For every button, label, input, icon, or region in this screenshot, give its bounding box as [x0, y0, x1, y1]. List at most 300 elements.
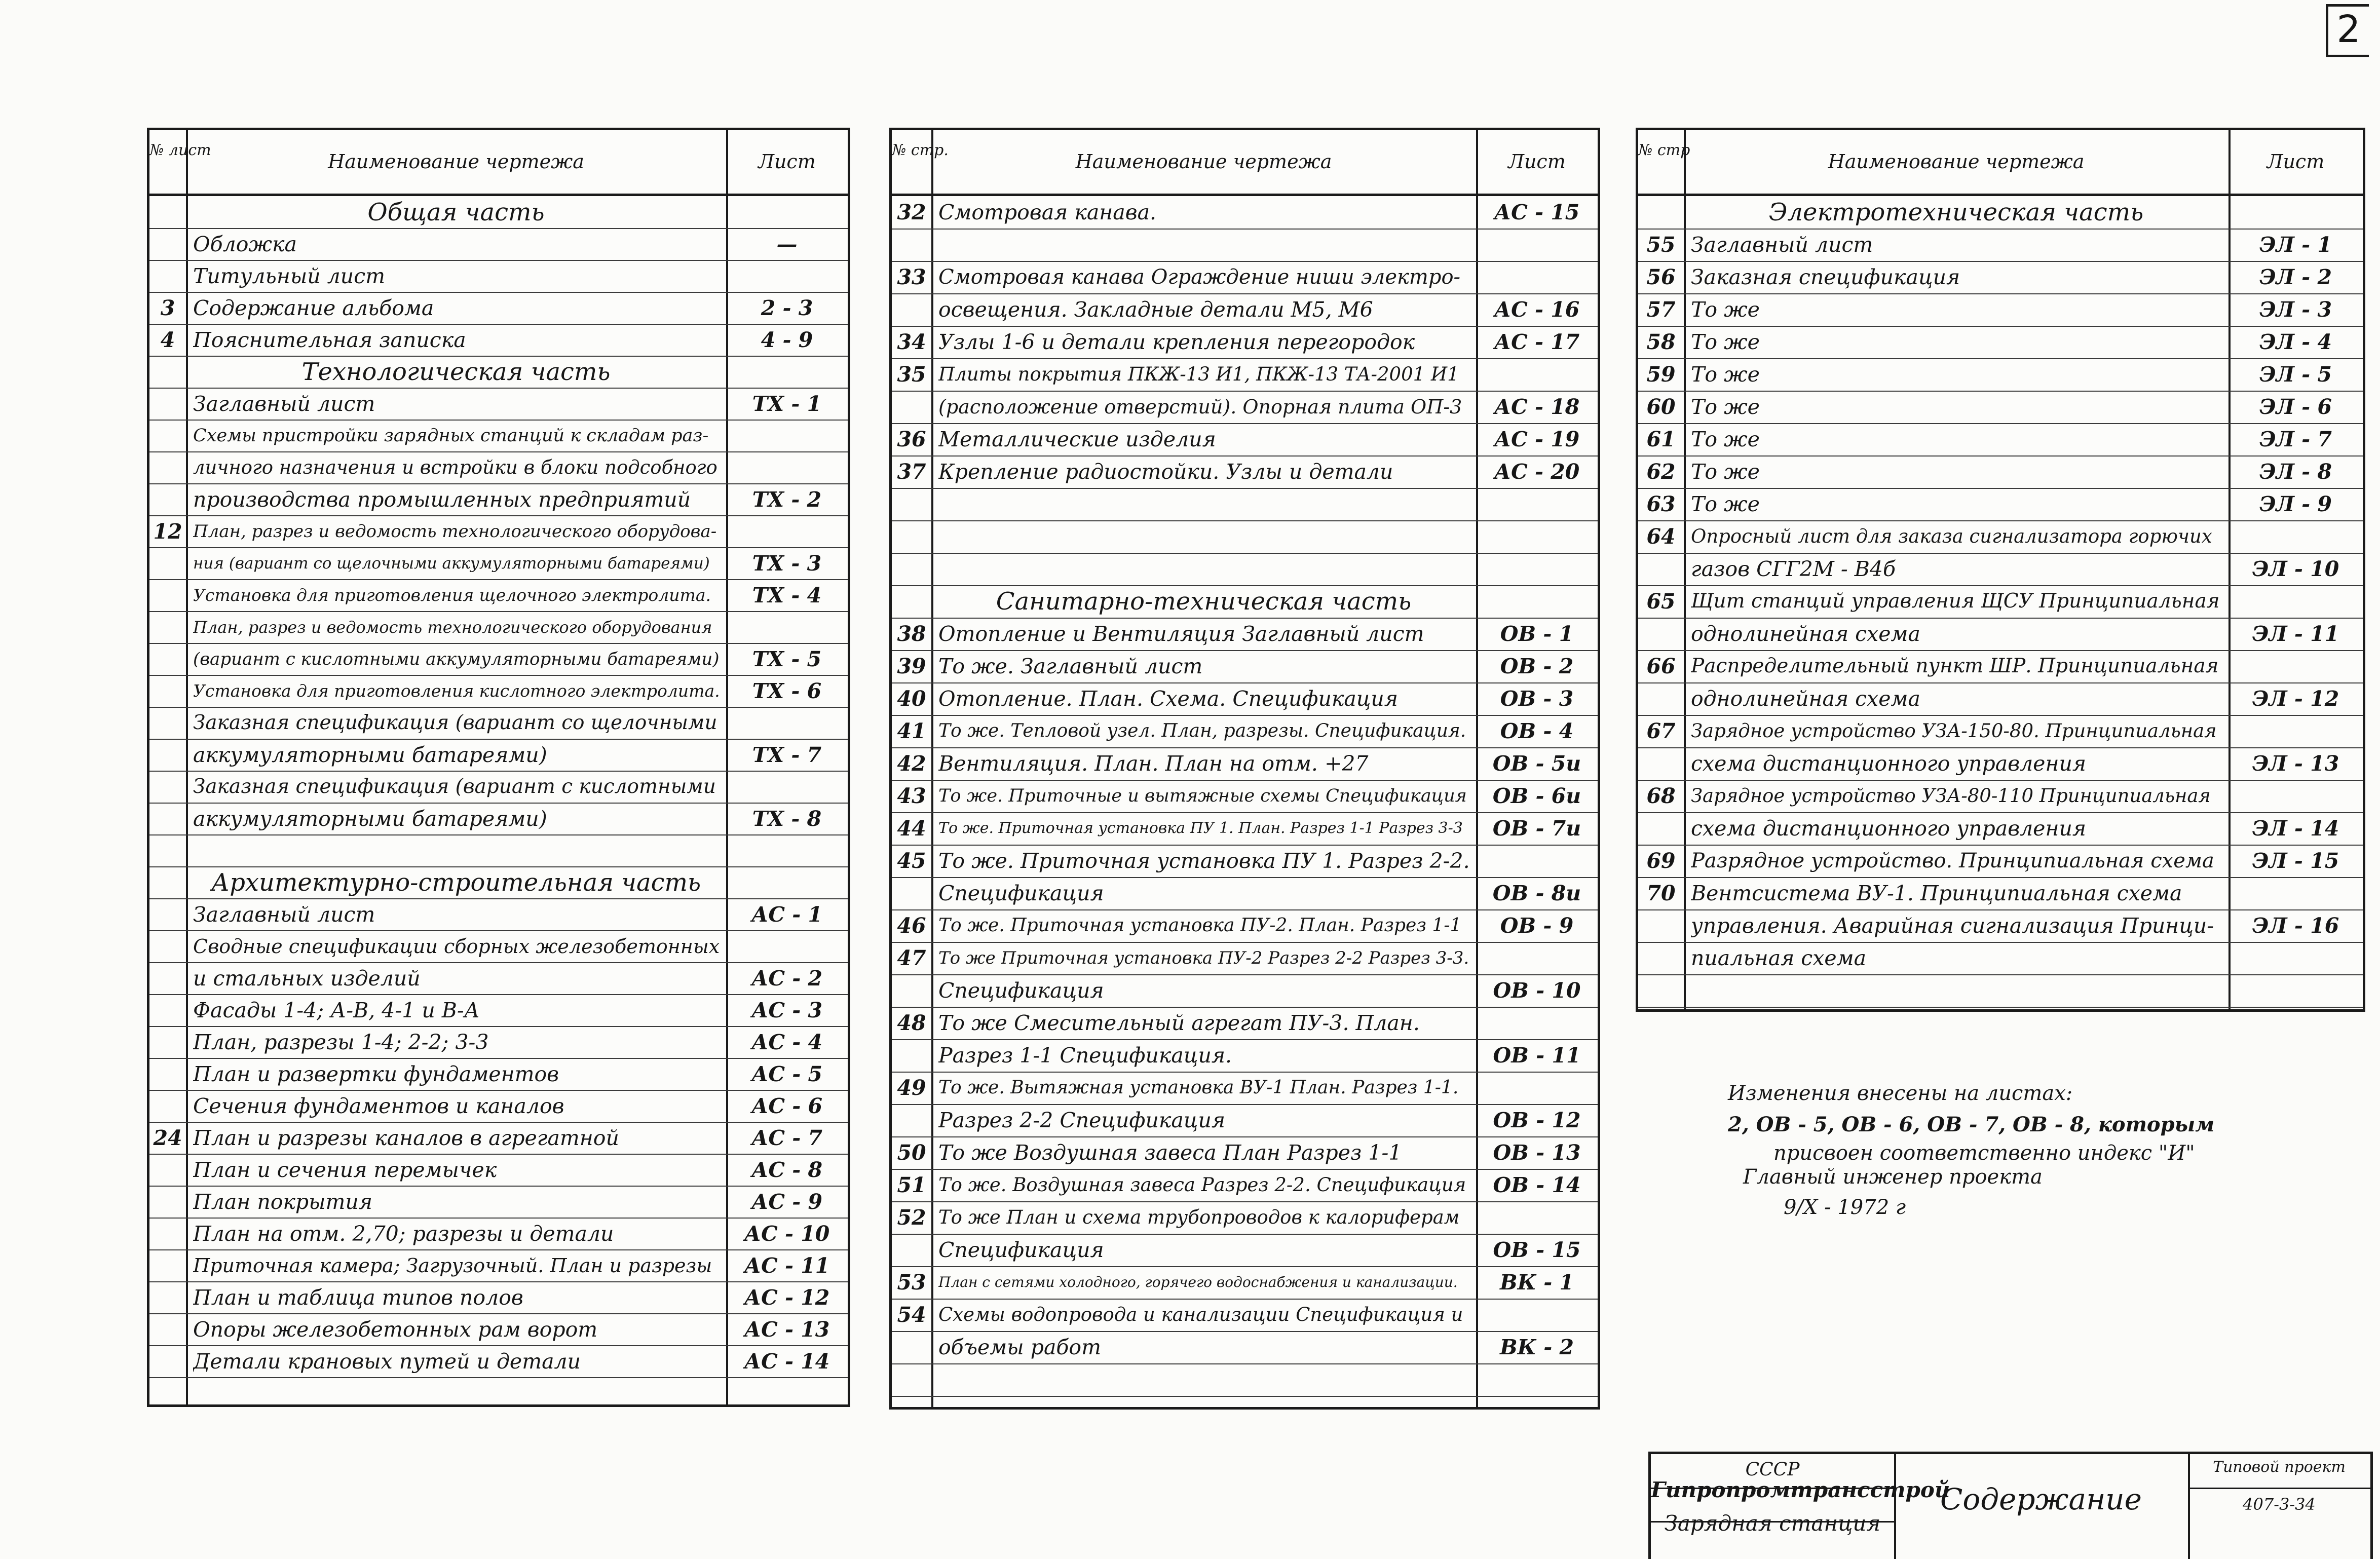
- table-row: [892, 261, 1598, 294]
- table-row: [149, 1281, 848, 1314]
- header-number: № стр.: [892, 141, 949, 159]
- table-row: [892, 682, 1598, 716]
- sheet-code: ОВ - 2: [1500, 654, 1574, 678]
- drawing-name: освещения. Закладные детали М5, М6: [938, 297, 1373, 322]
- table-row: [149, 739, 848, 772]
- sheet-code: АС - 5: [751, 1062, 823, 1086]
- sheet-code: ОВ - 11: [1493, 1043, 1581, 1068]
- table-row: [892, 1136, 1598, 1170]
- sheet-code: ОВ - 4: [1500, 719, 1574, 743]
- row-number: 38: [897, 622, 926, 646]
- table-row: [149, 324, 848, 357]
- table-row: [892, 747, 1598, 781]
- drawing-name: План, разрез и ведомость технологического оборудова-: [193, 521, 717, 542]
- row-number: 50: [897, 1140, 926, 1165]
- row-number: 66: [1646, 654, 1676, 678]
- table-row: [149, 292, 848, 325]
- sheet-code: ЭЛ - 9: [2259, 492, 2332, 516]
- table-row: [1638, 293, 2363, 327]
- table-row: [149, 834, 848, 867]
- table-row: [892, 1299, 1598, 1332]
- table-row: [892, 974, 1598, 1008]
- drawing-name: Установка для приготовления кислотного электролита.: [193, 681, 720, 701]
- drawing-name: и стальных изделий: [193, 966, 421, 991]
- sheet-code: ОВ - 8и: [1492, 881, 1581, 905]
- sheet-code: АС - 11: [744, 1253, 830, 1278]
- drawing-name: Заглавный лист: [193, 902, 375, 927]
- sheet-code: АС - 3: [751, 998, 823, 1022]
- drawing-name: То же. Приточные и вытяжные схемы Спецификация: [938, 786, 1467, 806]
- drawing-name: То же: [1691, 427, 1760, 451]
- sheet-code: ТХ - 1: [752, 392, 822, 416]
- sheet-code: —: [776, 232, 798, 256]
- sheet-code: ОВ - 14: [1493, 1173, 1581, 1197]
- drawing-name: То же. Приточная установка ПУ-2. План. Разрез 1-1: [938, 915, 1462, 936]
- sheet-code: ЭЛ - 5: [2259, 362, 2332, 387]
- table-row: [892, 423, 1598, 457]
- table-row: [149, 1122, 848, 1155]
- table-row: [1638, 423, 2363, 457]
- sheet-code: ОВ - 10: [1493, 978, 1581, 1003]
- drawing-name: Узлы 1-6 и детали крепления перегородок: [938, 330, 1415, 354]
- table-row: [892, 229, 1598, 262]
- sheet-code: ЭЛ - 12: [2252, 687, 2339, 711]
- table-row: [149, 1249, 848, 1282]
- row-number: 57: [1646, 297, 1676, 322]
- row-number: 32: [897, 200, 926, 224]
- row-number: 52: [897, 1205, 926, 1230]
- table-row: [149, 515, 848, 548]
- table-row: [892, 780, 1598, 813]
- table-row: [1638, 553, 2363, 586]
- notes-line-3: присвоен соответственно индекс "И": [1773, 1142, 2195, 1165]
- row-number: 68: [1646, 784, 1676, 808]
- sheet-code: ВК - 1: [1499, 1270, 1574, 1295]
- sheet-code: АС - 2: [751, 966, 823, 991]
- drawing-name: Сводные спецификации сборных железобетонных: [193, 935, 720, 958]
- drawing-name: Приточная камера; Загрузочный. План и разрезы: [193, 1254, 712, 1277]
- drawing-name: Опоры железобетонных рам ворот: [193, 1317, 598, 1342]
- row-number: 59: [1646, 362, 1676, 387]
- table-row: [1638, 845, 2363, 878]
- table-row: [149, 962, 848, 995]
- row-number: 64: [1646, 524, 1676, 549]
- notes-line-1: Изменения внесены на листах:: [1728, 1082, 2073, 1105]
- section-title: Электротехническая часть: [1768, 199, 2144, 225]
- table-row: [1638, 326, 2363, 359]
- sheet-code: АС - 10: [744, 1222, 830, 1246]
- sheet-code: ЭЛ - 7: [2259, 427, 2332, 451]
- title-block: [1648, 1452, 2373, 1559]
- table-row: [149, 483, 848, 516]
- sheet-code: ВК - 2: [1499, 1335, 1574, 1359]
- drawing-name: Вентсистема ВУ-1. Принципиальная схема: [1691, 881, 2182, 905]
- sheet-code: ЭЛ - 2: [2259, 265, 2332, 289]
- section-heading-row: [149, 356, 848, 389]
- drawing-name: Установка для приготовления щелочного электролита.: [193, 585, 711, 605]
- contents-table-1: [147, 128, 850, 1407]
- table-row: [149, 420, 848, 452]
- drawing-name: Опросный лист для заказа сигнализатора горючих: [1691, 525, 2212, 547]
- header-number: № лист: [149, 141, 211, 159]
- drawing-name: объемы работ: [938, 1335, 1101, 1359]
- table-row: [892, 618, 1598, 651]
- drawing-name: Крепление радиостойки. Узлы и детали: [938, 460, 1393, 484]
- drawing-name: Разрядное устройство. Принципиальная схема: [1691, 849, 2214, 872]
- row-number: 24: [153, 1126, 182, 1150]
- table-row: [892, 845, 1598, 878]
- table-row: [149, 675, 848, 708]
- drawing-name: То же. Заглавный лист: [938, 654, 1203, 678]
- drawing-name: То же: [1691, 330, 1760, 354]
- sheet-code: ТХ - 2: [752, 487, 822, 512]
- drawing-name: То же: [1691, 362, 1760, 387]
- table-row: [1638, 488, 2363, 521]
- notes-date: 9/X - 1972 г: [1784, 1196, 1906, 1219]
- table-row: [1638, 682, 2363, 716]
- table-row: [149, 898, 848, 931]
- drawing-name: То же: [1691, 297, 1760, 322]
- drawing-name: То же План и схема трубопроводов к калориферам: [938, 1206, 1460, 1228]
- sheet-code: АС - 19: [1494, 427, 1580, 451]
- table-row: [149, 707, 848, 740]
- drawing-name: Вентиляция. План. План на отм. +27: [938, 751, 1369, 776]
- sheet-code: ОВ - 6и: [1492, 784, 1581, 808]
- table-row: [892, 1266, 1598, 1300]
- drawing-name: Зарядное устройство УЗА-150-80. Принципиальная: [1691, 720, 2217, 742]
- drawing-name: Спецификация: [938, 881, 1104, 905]
- row-number: 4: [160, 328, 175, 352]
- table-row: [892, 909, 1598, 943]
- sheet-code: ЭЛ - 10: [2252, 557, 2339, 581]
- sheet-code: ТХ - 3: [752, 551, 822, 576]
- table-row: [1638, 618, 2363, 651]
- row-number: 41: [897, 719, 926, 743]
- row-number: 67: [1646, 719, 1676, 743]
- sheet-code: АС - 16: [1494, 297, 1580, 322]
- sheet-code: АС - 7: [751, 1126, 823, 1150]
- drawing-name: То же. Приточная установка ПУ 1. План. Разрез 1-1 Разрез 3-3: [938, 819, 1463, 837]
- table-row: [149, 771, 848, 804]
- table-row: [892, 326, 1598, 359]
- sheet-code: ЭЛ - 14: [2252, 816, 2339, 841]
- row-number: 46: [897, 914, 926, 938]
- table-row: [892, 293, 1598, 327]
- row-number: 39: [897, 654, 926, 678]
- table-row: [892, 715, 1598, 748]
- drawing-name: То же Смесительный агрегат ПУ-3. План.: [938, 1011, 1420, 1035]
- stamp-org-1: СССР: [1745, 1459, 1800, 1480]
- drawing-name: Заказная спецификация (вариант с кислотными: [193, 775, 716, 798]
- notes-line-4: Главный инженер проекта: [1743, 1165, 2043, 1189]
- drawing-name: Спецификация: [938, 978, 1104, 1003]
- table-row: [149, 547, 848, 580]
- section-title: Санитарно-техническая часть: [996, 588, 1412, 615]
- table-row: [149, 611, 848, 644]
- row-number: 33: [897, 265, 926, 289]
- stamp-project: Типовой проект: [2213, 1458, 2346, 1476]
- row-number: 62: [1646, 460, 1676, 484]
- table-row: [149, 803, 848, 835]
- row-number: 12: [153, 519, 182, 544]
- row-number: 53: [897, 1270, 926, 1295]
- row-number: 48: [897, 1011, 926, 1035]
- row-number: 61: [1646, 427, 1676, 451]
- drawing-name: То же. Тепловой узел. План, разрезы. Спецификация.: [938, 720, 1466, 741]
- sheet-code: АС - 15: [1494, 200, 1580, 224]
- header-sheet: Лист: [2266, 150, 2325, 173]
- drawing-name: План и разрезы каналов в агрегатной: [193, 1126, 619, 1150]
- drawing-name: То же Воздушная завеса План Разрез 1-1: [938, 1140, 1402, 1165]
- table-header: [149, 130, 848, 196]
- section-heading-row: [892, 585, 1598, 619]
- drawing-name: Схемы пристройки зарядных станций к складам раз-: [193, 426, 709, 446]
- row-number: 70: [1646, 881, 1676, 905]
- stamp-code: 407-3-34: [2243, 1495, 2316, 1514]
- table-row: [1638, 358, 2363, 392]
- sheet-code: ОВ - 3: [1500, 687, 1574, 711]
- row-number: 36: [897, 427, 926, 451]
- drawing-name: Спецификация: [938, 1238, 1104, 1262]
- table-row: [149, 1313, 848, 1346]
- section-title: Общая часть: [367, 199, 545, 225]
- sheet-code: ОВ - 1: [1500, 622, 1574, 646]
- sheet-code: ЭЛ - 11: [2252, 622, 2339, 646]
- table-row: [892, 650, 1598, 683]
- sheet-code: ОВ - 15: [1493, 1238, 1581, 1262]
- table-row: [1638, 391, 2363, 424]
- sheet-code: АС - 1: [751, 902, 823, 927]
- table-row: [1638, 812, 2363, 846]
- table-row: [149, 579, 848, 612]
- sheet-code: АС - 18: [1494, 395, 1580, 419]
- row-number: 47: [897, 946, 926, 970]
- row-number: 63: [1646, 492, 1676, 516]
- table-row: [149, 1345, 848, 1378]
- row-number: 69: [1646, 849, 1676, 873]
- drawing-name: План и таблица типов полов: [193, 1285, 523, 1310]
- sheet-code: ОВ - 12: [1493, 1108, 1581, 1132]
- page-number: 2: [2326, 4, 2369, 57]
- table-row: [892, 1234, 1598, 1267]
- table-row: [892, 1363, 1598, 1397]
- drawing-name: однолинейная схема: [1691, 622, 1920, 646]
- table-row: [892, 877, 1598, 910]
- table-row: [892, 455, 1598, 489]
- row-number: 3: [160, 296, 175, 320]
- table-row: [892, 942, 1598, 975]
- drawing-name: Заглавный лист: [193, 392, 375, 416]
- drawing-name: Разрез 2-2 Спецификация: [938, 1108, 1225, 1132]
- section-title: Технологическая часть: [301, 359, 611, 385]
- table-header: [1638, 130, 2363, 196]
- drawing-name: Смотровая канава.: [938, 200, 1157, 224]
- table-row: [149, 643, 848, 676]
- table-row: [149, 451, 848, 484]
- sheet-code: АС - 8: [751, 1158, 823, 1182]
- table-row: [892, 1201, 1598, 1235]
- section-heading-row: [1638, 196, 2363, 230]
- sheet-code: АС - 6: [751, 1094, 823, 1118]
- drawing-name: Щит станций управления ЩСУ Принципиальная: [1691, 590, 2220, 613]
- sheet-code: ТХ - 5: [752, 647, 822, 671]
- table-row: [149, 260, 848, 293]
- sheet-code: ОВ - 9: [1500, 914, 1574, 938]
- table-row: [1638, 909, 2363, 943]
- row-number: 51: [897, 1173, 926, 1197]
- row-number: 49: [897, 1076, 926, 1100]
- sheet-code: ТХ - 7: [752, 743, 822, 767]
- table-row: [892, 812, 1598, 846]
- drawing-name: газов СГГ2М - В4б: [1691, 557, 1896, 581]
- sheet-code: АС - 12: [744, 1285, 830, 1310]
- table-row: [149, 994, 848, 1027]
- drawing-name: То же: [1691, 395, 1760, 419]
- table-row: [892, 1072, 1598, 1105]
- header-name: Наименование чертежа: [328, 150, 584, 173]
- drawing-name: управления. Аварийная сигнализация Принци-: [1691, 914, 2214, 938]
- table-row: [1638, 229, 2363, 262]
- row-number: 35: [897, 362, 926, 387]
- sheet-code: ОВ - 7и: [1492, 816, 1581, 841]
- sheet-code: ЭЛ - 15: [2252, 849, 2339, 873]
- sheet-code: ОВ - 5и: [1492, 751, 1581, 776]
- row-number: 37: [897, 460, 926, 484]
- drawing-name: Пояснительная записка: [193, 328, 466, 352]
- header-number: № стр: [1638, 141, 1690, 159]
- notes-line-2: 2, ОВ - 5, ОВ - 6, ОВ - 7, ОВ - 8, которым: [1728, 1113, 2215, 1136]
- drawing-name: План покрытия: [193, 1190, 372, 1214]
- section-heading-row: [149, 866, 848, 899]
- drawing-name: Детали крановых путей и детали: [193, 1349, 581, 1374]
- table-row: [149, 1090, 848, 1123]
- sheet-code: ТХ - 4: [752, 583, 822, 607]
- drawing-name: План и развертки фундаментов: [193, 1062, 559, 1086]
- sheet-code: 4 - 9: [761, 328, 813, 352]
- drawing-name: Заглавный лист: [1691, 233, 1873, 257]
- drawing-name: План, разрезы 1-4; 2-2; 3-3: [193, 1030, 489, 1054]
- header-sheet: Лист: [1508, 150, 1566, 173]
- table-row: [149, 930, 848, 963]
- drawing-name: (расположение отверстий). Опорная плита ОП-3: [938, 396, 1462, 418]
- drawing-name: То же: [1691, 460, 1760, 484]
- table-row: [892, 391, 1598, 424]
- drawing-name: Заказная спецификация (вариант со щелочными: [193, 711, 717, 734]
- row-number: 54: [897, 1303, 926, 1327]
- sheet-code: ЭЛ - 4: [2259, 330, 2332, 354]
- drawing-name: План и сечения перемычек: [193, 1158, 497, 1182]
- row-number: 45: [897, 849, 926, 873]
- drawing-name: аккумуляторными батареями): [193, 743, 547, 767]
- drawing-name: Распределительный пункт ШР. Принципиальная: [1691, 655, 2219, 677]
- drawing-name: Смотровая канава Ограждение ниши электро-: [938, 265, 1461, 289]
- sheet-code: ЭЛ - 6: [2259, 395, 2332, 419]
- table-row: [892, 1169, 1598, 1202]
- sheet-code: 2 - 3: [761, 296, 813, 320]
- sheet-code: АС - 4: [751, 1030, 823, 1054]
- sheet-code: АС - 20: [1494, 460, 1580, 484]
- row-number: 42: [897, 751, 926, 776]
- drawing-name: пиальная схема: [1691, 946, 1867, 970]
- drawing-name: То же: [1691, 492, 1760, 516]
- row-number: 55: [1646, 233, 1676, 257]
- table-row: [1638, 942, 2363, 975]
- sheet-code: АС - 9: [751, 1190, 823, 1214]
- sheet-code: ТХ - 8: [752, 807, 822, 831]
- sheet-code: ТХ - 6: [752, 679, 822, 703]
- drawing-name: Отопление и Вентиляция Заглавный лист: [938, 622, 1424, 646]
- table-row: [892, 488, 1598, 521]
- table-row: [1638, 715, 2363, 748]
- section-title: Архитектурно-строительная часть: [211, 869, 701, 896]
- table-row: [1638, 780, 2363, 813]
- contents-table-3: [1636, 128, 2365, 1012]
- table-row: [1638, 877, 2363, 910]
- drawing-name: Плиты покрытия ПКЖ-13 И1, ПКЖ-13 ТА-2001 И1: [938, 363, 1459, 385]
- row-number: 56: [1646, 265, 1676, 289]
- drawing-name: Титульный лист: [193, 264, 386, 288]
- row-number: 34: [897, 330, 926, 354]
- drawing-name: схема дистанционного управления: [1691, 751, 2087, 776]
- table-row: [1638, 455, 2363, 489]
- table-row: [1638, 520, 2363, 554]
- drawing-name: Заказная спецификация: [1691, 265, 1960, 289]
- drawing-name: Схемы водопровода и канализации Спецификация и: [938, 1304, 1463, 1325]
- table-row: [149, 1026, 848, 1059]
- table-row: [149, 1058, 848, 1091]
- section-heading-row: [149, 196, 848, 229]
- drawing-name: Зарядное устройство УЗА-80-110 Принципиальная: [1691, 785, 2211, 807]
- drawing-name: Металлические изделия: [938, 427, 1216, 451]
- table-row: [892, 358, 1598, 392]
- sheet-code: АС - 13: [744, 1317, 830, 1342]
- table-row: [1638, 650, 2363, 683]
- table-row: [1638, 747, 2363, 781]
- sheet-code: ЭЛ - 3: [2259, 297, 2332, 322]
- sheet-code: АС - 17: [1494, 330, 1580, 354]
- table-row: [892, 520, 1598, 554]
- row-number: 65: [1646, 589, 1676, 614]
- contents-table-2: [889, 128, 1600, 1410]
- drawing-name: План с сетями холодного, горячего водоснабжения и канализации.: [938, 1274, 1458, 1290]
- table-row: [149, 1154, 848, 1187]
- drawing-name: однолинейная схема: [1691, 687, 1920, 711]
- sheet-code: ЭЛ - 16: [2252, 914, 2339, 938]
- row-number: 58: [1646, 330, 1676, 354]
- table-row: [149, 228, 848, 261]
- drawing-name: Обложка: [193, 232, 297, 256]
- sheet-code: ЭЛ - 1: [2259, 233, 2332, 257]
- drawing-name: (вариант с кислотными аккумуляторными батареями): [193, 649, 720, 669]
- drawing-name: аккумуляторными батареями): [193, 807, 547, 831]
- drawing-name: То же. Воздушная завеса Разрез 2-2. Спецификация: [938, 1174, 1466, 1196]
- drawing-name: производства промышленных предприятий: [193, 487, 691, 512]
- table-row: [1638, 261, 2363, 294]
- table-row: [1638, 974, 2363, 1008]
- table-header: [892, 130, 1598, 196]
- drawing-name: План на отм. 2,70; разрезы и детали: [193, 1222, 614, 1246]
- table-row: [892, 1331, 1598, 1364]
- drawing-name: Фасады 1-4; А-В, 4-1 и В-А: [193, 998, 480, 1022]
- drawing-name: Содержание альбома: [193, 296, 434, 320]
- drawing-name: План, разрез и ведомость технологического оборудования: [193, 618, 712, 637]
- table-row: [149, 1218, 848, 1250]
- sheet-code: ЭЛ - 13: [2252, 751, 2339, 776]
- sheet-code: ОВ - 13: [1493, 1140, 1581, 1165]
- drawing-name: ния (вариант со щелочными аккумуляторными батареями): [193, 554, 710, 573]
- table-row: [1638, 585, 2363, 619]
- drawing-name: То же. Вытяжная установка ВУ-1 План. Разрез 1-1.: [938, 1077, 1459, 1098]
